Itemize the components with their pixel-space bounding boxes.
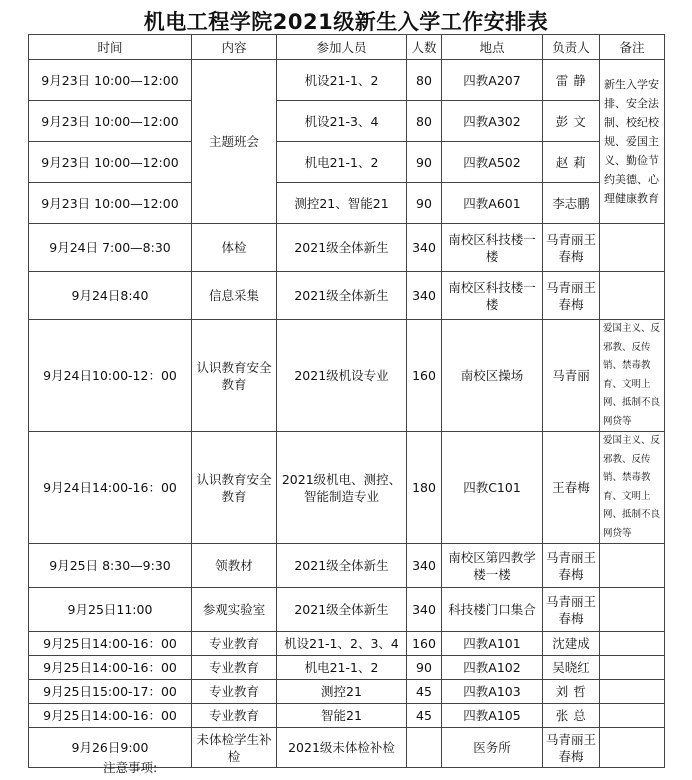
cell-content: 专业教育 (192, 632, 277, 656)
cell-people: 2021级全体新生 (277, 272, 407, 320)
cell-place: 四教C101 (442, 432, 543, 544)
cell-people: 2021级全体新生 (277, 544, 407, 588)
cell-time: 9月23日 10:00—12:00 (29, 142, 192, 183)
cell-content: 专业教育 (192, 704, 277, 728)
cell-people: 2021级全体新生 (277, 224, 407, 272)
cell-remark (600, 656, 665, 680)
table-row (29, 101, 665, 142)
cell-people: 机电21-1、2 (277, 656, 407, 680)
header-time: 时间 (29, 35, 192, 60)
cell-people: 机设21-1、2、3、4 (277, 632, 407, 656)
cell-content: 认识教育安全教育 (192, 432, 277, 544)
cell-count: 45 (407, 704, 442, 728)
cell-time: 9月25日15:00-17：00 (29, 680, 192, 704)
cell-remark (600, 224, 665, 272)
cell-leader: 马青丽王春梅 (543, 224, 600, 272)
cell-people: 2021级未体检补检 (277, 728, 407, 768)
cell-count: 180 (407, 432, 442, 544)
cell-remark (600, 704, 665, 728)
cell-leader: 沈建成 (543, 632, 600, 656)
cell-content: 信息采集 (192, 272, 277, 320)
cell-time: 9月23日 10:00—12:00 (29, 101, 192, 142)
cell-people: 测控21、智能21 (277, 183, 407, 224)
cell-time: 9月24日8:40 (29, 272, 192, 320)
table-row (29, 680, 665, 704)
cell-place: 四教A601 (442, 183, 543, 224)
cell-people: 智能21 (277, 704, 407, 728)
table-row (29, 704, 665, 728)
cell-place: 四教A102 (442, 656, 543, 680)
cell-leader: 彭 文 (543, 101, 600, 142)
cell-count: 80 (407, 101, 442, 142)
table-row (29, 432, 665, 544)
cell-leader: 马青丽王春梅 (543, 588, 600, 632)
cell-time: 9月24日14:00-16：00 (29, 432, 192, 544)
cell-people: 测控21 (277, 680, 407, 704)
cell-remark (600, 544, 665, 588)
cell-place: 四教A105 (442, 704, 543, 728)
cell-content: 体检 (192, 224, 277, 272)
cell-remark (600, 680, 665, 704)
cell-place: 医务所 (442, 728, 543, 768)
cell-count: 90 (407, 183, 442, 224)
cell-count: 160 (407, 632, 442, 656)
cell-people: 2021级机电、测控、智能制造专业 (277, 432, 407, 544)
header-place: 地点 (442, 35, 543, 60)
cell-content: 未体检学生补检 (192, 728, 277, 768)
cell-count: 340 (407, 544, 442, 588)
cell-time: 9月25日14:00-16：00 (29, 656, 192, 680)
cell-people: 2021级机设专业 (277, 320, 407, 432)
table-row (29, 142, 665, 183)
cell-people: 机电21-1、2 (277, 142, 407, 183)
cell-leader: 张 总 (543, 704, 600, 728)
header-leader: 负责人 (543, 35, 600, 60)
cell-people: 机设21-3、4 (277, 101, 407, 142)
cell-count: 340 (407, 588, 442, 632)
cell-leader: 吴晓红 (543, 656, 600, 680)
cell-content: 参观实验室 (192, 588, 277, 632)
page-title: 机电工程学院2021级新生入学工作安排表 (143, 10, 549, 34)
cell-content: 主题班会 (192, 60, 277, 224)
cell-count: 80 (407, 60, 442, 101)
cell-place: 四教A502 (442, 142, 543, 183)
cell-remark (600, 728, 665, 768)
cell-count: 160 (407, 320, 442, 432)
table-row (29, 183, 665, 224)
cell-leader: 马青丽王春梅 (543, 728, 600, 768)
cell-time: 9月24日 7:00—8:30 (29, 224, 192, 272)
cell-content: 领教材 (192, 544, 277, 588)
cell-count: 45 (407, 680, 442, 704)
cell-leader: 王春梅 (543, 432, 600, 544)
table-row (29, 272, 665, 320)
cell-leader: 马青丽 (543, 320, 600, 432)
cell-count: 90 (407, 142, 442, 183)
cell-place: 四教A207 (442, 60, 543, 101)
cell-place: 南校区第四教学楼一楼 (442, 544, 543, 588)
cell-place: 四教A103 (442, 680, 543, 704)
cell-time: 9月25日14:00-16：00 (29, 704, 192, 728)
cell-leader: 雷 静 (543, 60, 600, 101)
header-remark: 备注 (600, 35, 665, 60)
cell-time: 9月23日 10:00—12:00 (29, 183, 192, 224)
cell-time: 9月25日14:00-16：00 (29, 632, 192, 656)
cell-count: 90 (407, 656, 442, 680)
table-row (29, 656, 665, 680)
cell-remark: 爱国主义、反邪教、反传销、禁毒教育、文明上网、抵制不良网贷等 (600, 432, 665, 544)
cell-time: 9月25日11:00 (29, 588, 192, 632)
cell-place: 科技楼门口集合 (442, 588, 543, 632)
cell-time: 9月25日 8:30—9:30 (29, 544, 192, 588)
cell-leader: 李志鹏 (543, 183, 600, 224)
table-row (29, 544, 665, 588)
header-content: 内容 (192, 35, 277, 60)
header-row (29, 35, 665, 60)
cell-leader: 马青丽王春梅 (543, 272, 600, 320)
cell-time: 9月23日 10:00—12:00 (29, 60, 192, 101)
cell-remark (600, 588, 665, 632)
cell-place: 四教A302 (442, 101, 543, 142)
cell-remark: 新生入学安排、安全法制、校纪校规、爱国主义、勤俭节约美德、心理健康教育 (600, 60, 665, 224)
cell-place: 四教A101 (442, 632, 543, 656)
cell-place: 南校区操场 (442, 320, 543, 432)
table-row (29, 632, 665, 656)
cell-leader: 赵 莉 (543, 142, 600, 183)
table-row (29, 588, 665, 632)
cell-leader: 马青丽王春梅 (543, 544, 600, 588)
cell-remark (600, 272, 665, 320)
cell-time: 9月24日10:00-12：00 (29, 320, 192, 432)
notes-label: 注意事项: (103, 760, 158, 775)
cell-time: 9月26日9:00 (29, 728, 192, 768)
cell-count (407, 728, 442, 768)
header-count: 人数 (407, 35, 442, 60)
table-row (29, 60, 665, 101)
cell-content: 专业教育 (192, 680, 277, 704)
cell-remark (600, 632, 665, 656)
cell-leader: 刘 哲 (543, 680, 600, 704)
table-row (29, 224, 665, 272)
schedule-table (28, 34, 665, 768)
cell-content: 专业教育 (192, 656, 277, 680)
cell-people: 机设21-1、2 (277, 60, 407, 101)
cell-place: 南校区科技楼一楼 (442, 224, 543, 272)
cell-people: 2021级全体新生 (277, 588, 407, 632)
header-people: 参加人员 (277, 35, 407, 60)
cell-count: 340 (407, 272, 442, 320)
cell-count: 340 (407, 224, 442, 272)
cell-remark: 爱国主义、反邪教、反传销、禁毒教育、文明上网、抵制不良网贷等 (600, 320, 665, 432)
cell-place: 南校区科技楼一楼 (442, 272, 543, 320)
cell-content: 认识教育安全教育 (192, 320, 277, 432)
table-row (29, 320, 665, 432)
